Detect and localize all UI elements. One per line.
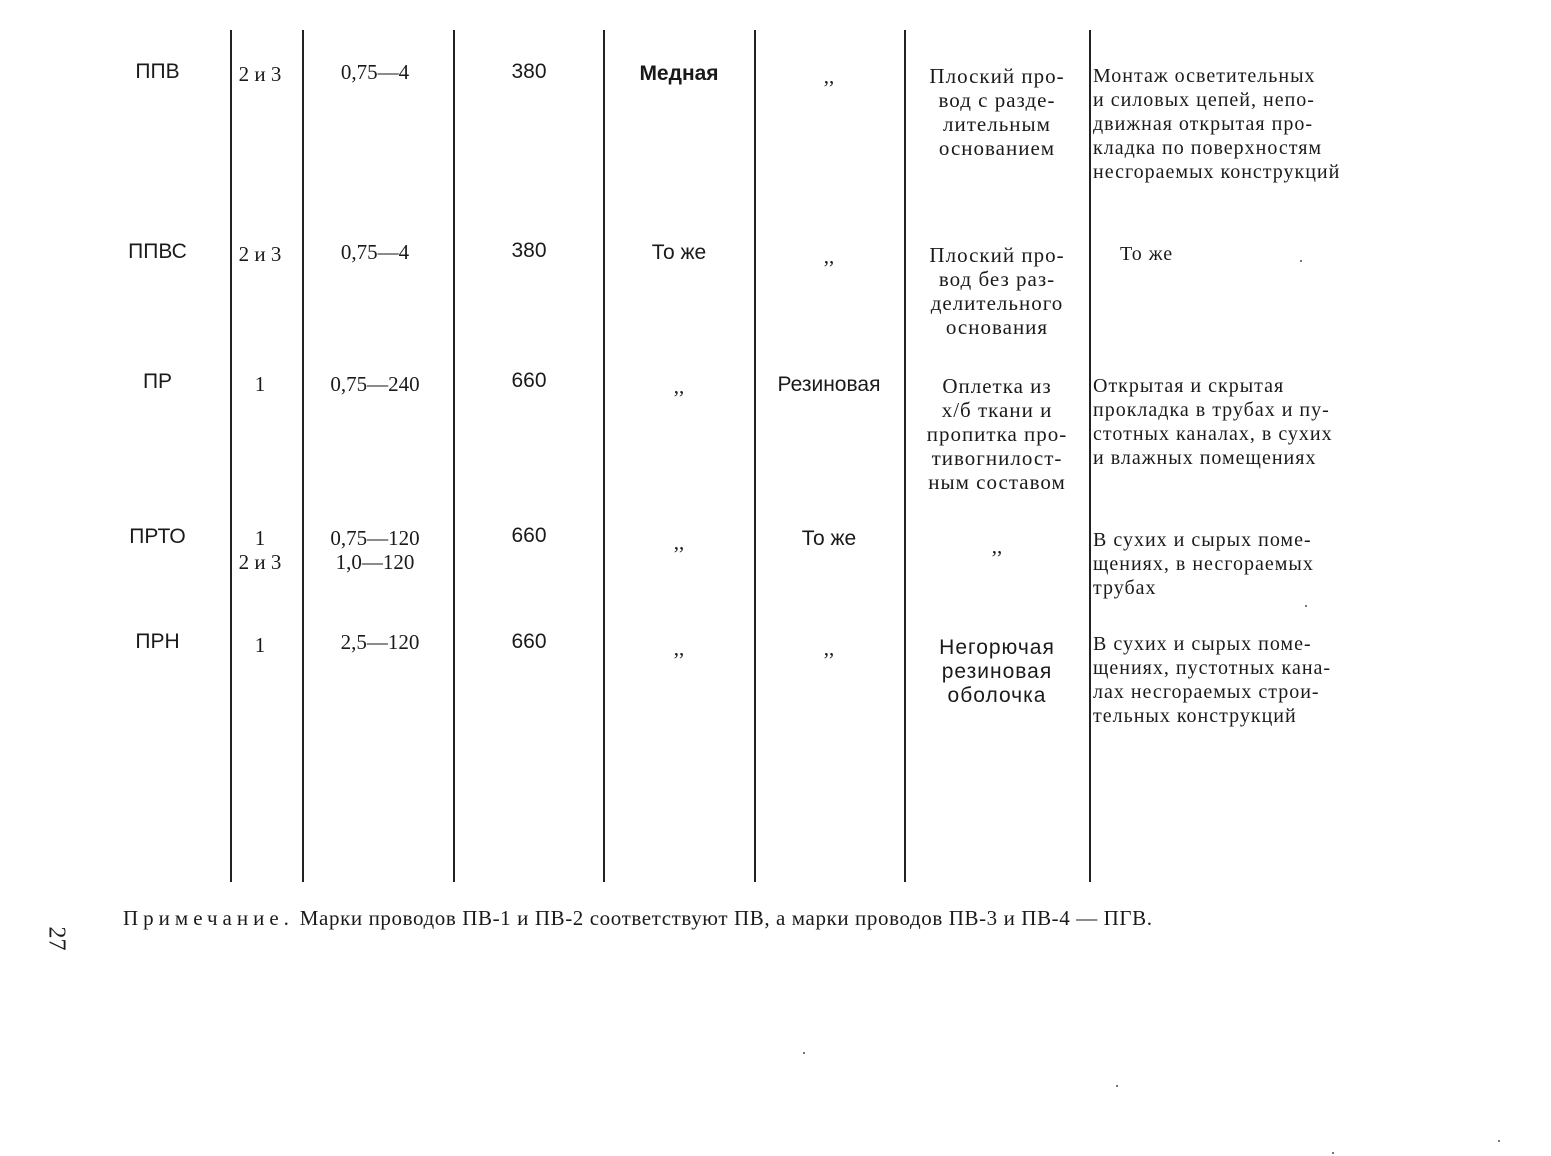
table-cell-design: Плоский про- вод с разде- лительным основанием [929, 64, 1065, 160]
table-cell-insulation: ,, [823, 64, 835, 88]
table-cell-voltage: 380 [511, 239, 547, 262]
table-cell-section: 2,5—120 [340, 630, 420, 654]
footnote-label: Примечание. [123, 906, 294, 930]
scan-speck [1498, 1140, 1500, 1142]
table-cell-voltage: 660 [511, 524, 547, 547]
table-cell-section: 0,75—4 [340, 60, 410, 84]
column-divider [904, 30, 906, 882]
table-cell-voltage: 380 [511, 60, 547, 83]
table-footnote [123, 906, 1153, 931]
table-cell-application: В сухих и сырых поме- щениях, в несгораемых трубах [1093, 529, 1314, 599]
table-cell-design: ,, [991, 534, 1003, 558]
table-cell-application: То же [1120, 243, 1174, 265]
table-cell-cores: 2 и 3 [238, 242, 282, 266]
scan-speck [1332, 1152, 1334, 1154]
table-cell-application: Открытая и скрытая прокладка в трубах и пу- стотных каналах, в сухих и влажных помещениях [1093, 375, 1333, 469]
table-cell-mark: ППВС [128, 240, 187, 263]
column-divider [230, 30, 232, 882]
column-divider [1089, 30, 1091, 882]
column-divider [754, 30, 756, 882]
column-divider [453, 30, 455, 882]
page-number: 27 [43, 926, 70, 951]
table-cell-mark: ПР [142, 370, 173, 393]
scan-speck [803, 1052, 805, 1054]
table-cell-design: Плоский про- вод без раз- делительного основания [929, 243, 1065, 339]
footnote-text: Марки проводов ПВ-1 и ПВ-2 соответствуют ПВ, а марки проводов ПВ-3 и ПВ-4 — ПГВ. [299, 906, 1153, 930]
table-cell-cores: 1 2 и 3 [238, 526, 282, 574]
table-cell-cores: 2 и 3 [238, 62, 282, 86]
table-cell-insulation: ,, [823, 636, 835, 660]
table-cell-application: В сухих и сырых поме- щениях, пустотных кана- лах несгораемых строи- тельных конструкций [1093, 633, 1332, 727]
table-cell-cores: 1 [254, 633, 266, 657]
table-cell-mark: ПРТО [129, 525, 186, 548]
scan-speck [1116, 1085, 1118, 1087]
scan-speck [1305, 605, 1307, 607]
table-cell-voltage: 660 [511, 630, 547, 653]
table-cell-insulation: Резиновая [777, 373, 881, 396]
column-divider [603, 30, 605, 882]
table-cell-conductor: ,, [673, 636, 685, 660]
table-cell-voltage: 660 [511, 369, 547, 392]
table-cell-conductor: То же [651, 241, 707, 264]
table-cell-design: Оплетка из х/б ткани и пропитка про- тивогнилост- ным составом [926, 374, 1068, 494]
table-cell-conductor: Медная [639, 62, 719, 85]
table-cell-section: 0,75—4 [340, 240, 410, 264]
scan-speck [1300, 260, 1302, 262]
table-cell-conductor: ,, [673, 530, 685, 554]
table-cell-cores: 1 [254, 372, 266, 396]
table-cell-insulation: ,, [823, 244, 835, 268]
table-cell-application: Монтаж осветительных и силовых цепей, непо- движная открытая про- кладка по поверхностям несгораемых конструкций [1093, 65, 1341, 183]
table-cell-design: Негорючая резиновая оболочка [939, 636, 1055, 707]
table-cell-mark: ППВ [135, 60, 180, 83]
column-divider [302, 30, 304, 882]
table-cell-conductor: ,, [673, 374, 685, 398]
table-cell-section: 0,75—240 [330, 372, 420, 396]
table-cell-section: 0,75—120 1,0—120 [330, 526, 420, 574]
table-cell-insulation: То же [801, 527, 857, 550]
table-cell-mark: ПРН [135, 630, 180, 653]
